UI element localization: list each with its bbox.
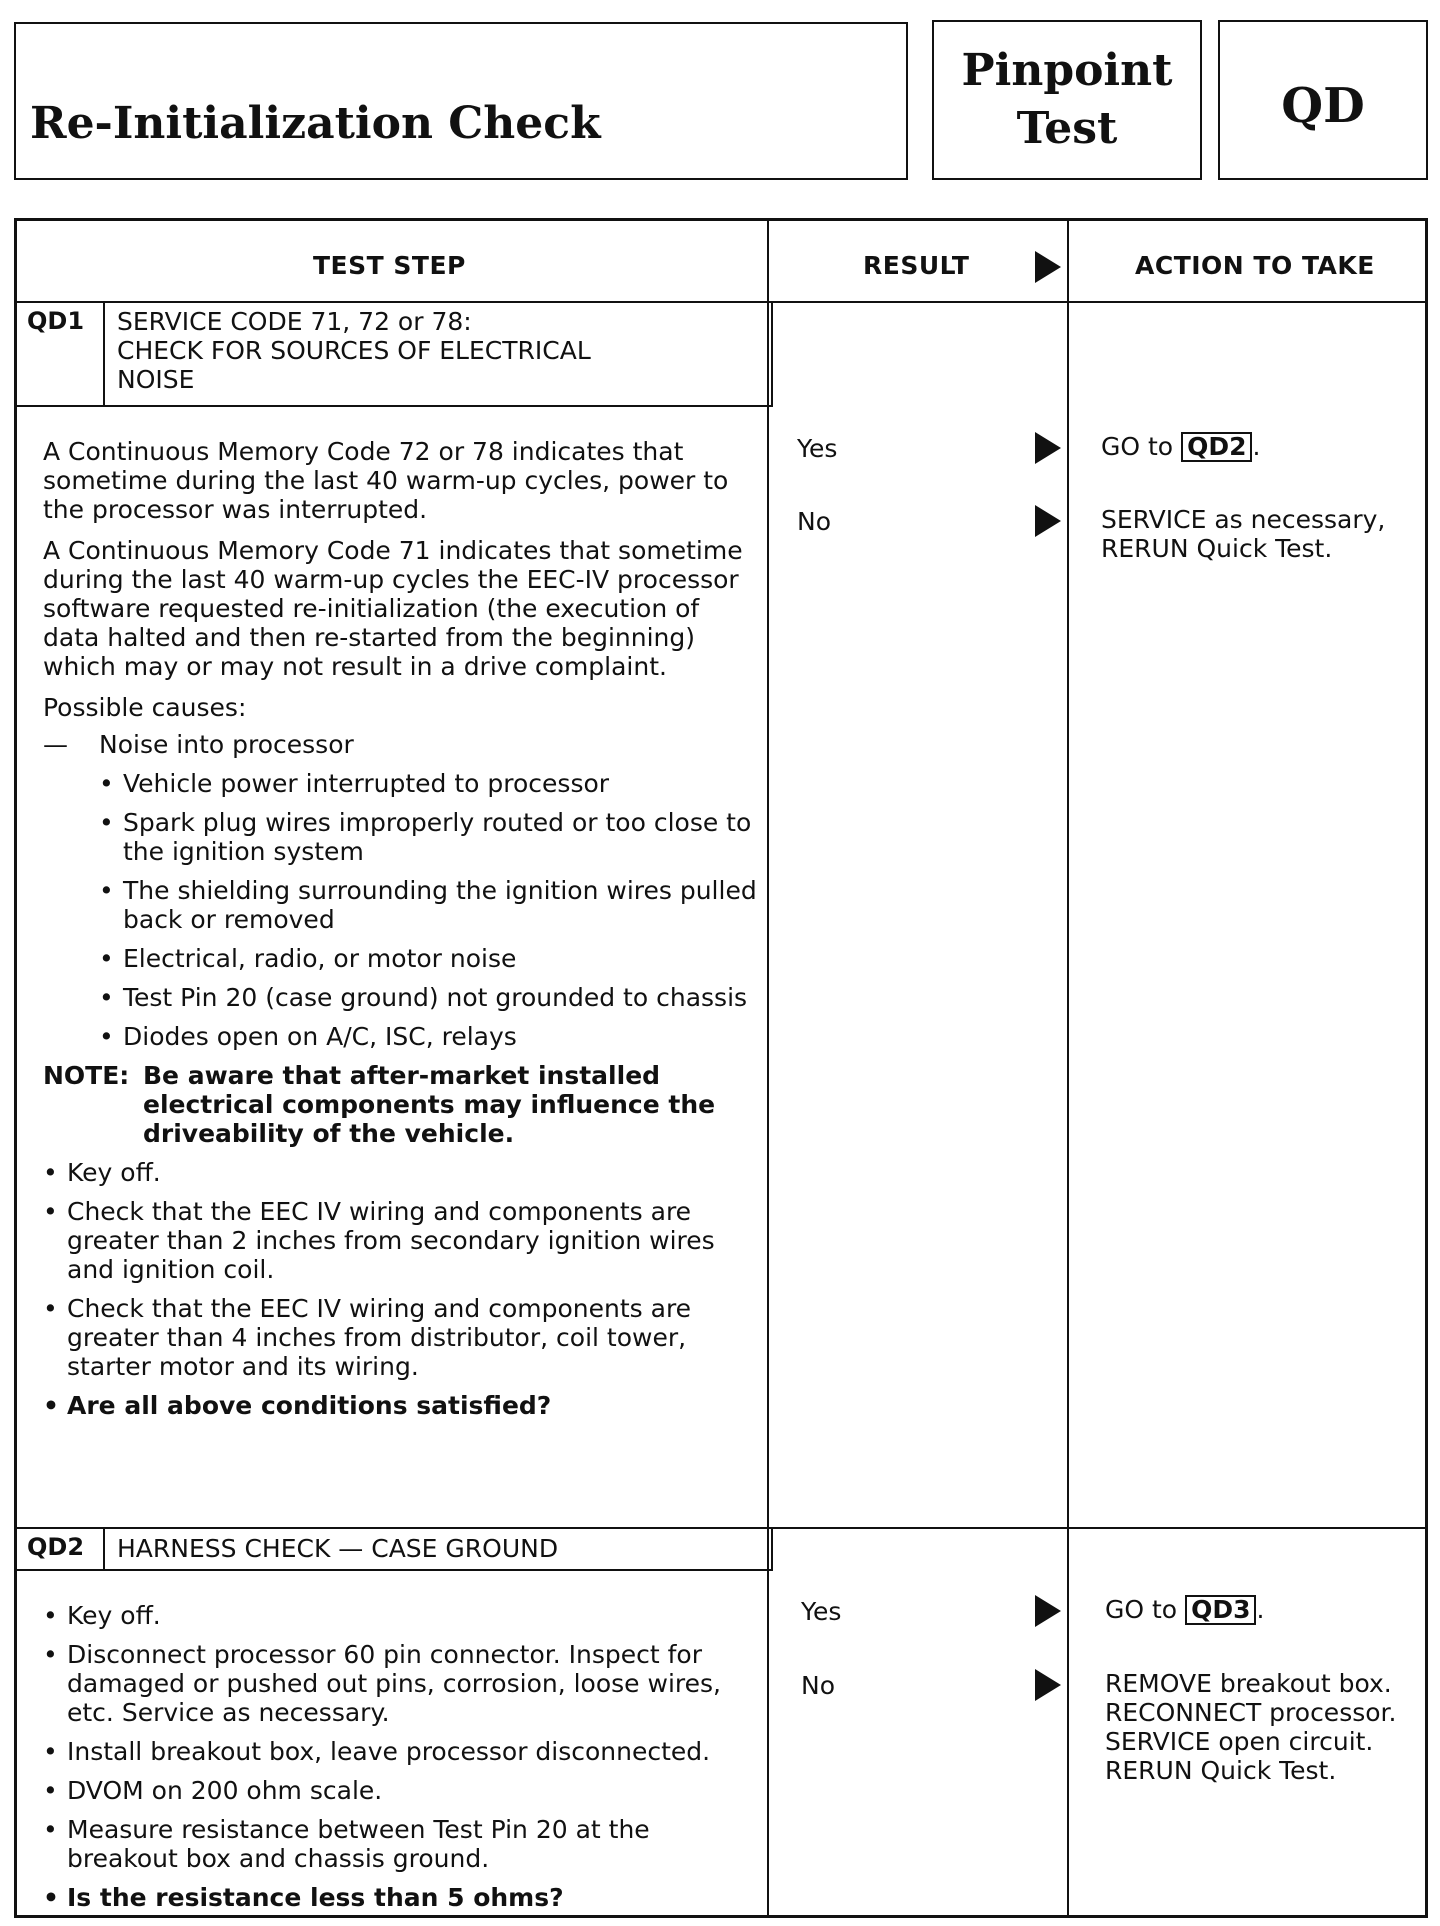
bullet-icon: •	[43, 1737, 58, 1766]
list-item: • Key off.	[43, 1601, 161, 1630]
result-arrow-icon	[1035, 432, 1061, 464]
qd2-title: HARNESS CHECK — CASE GROUND	[117, 1534, 559, 1563]
column-divider-2	[1067, 221, 1069, 1915]
bullet-icon: •	[43, 1197, 58, 1226]
bullet-icon: •	[43, 1294, 58, 1323]
result-arrow-icon	[1035, 1595, 1061, 1627]
bullet-icon: •	[43, 1815, 58, 1844]
list-item: • Check that the EEC IV wiring and components are greater than 2 inches from secondary ignition wires and ignition coil.	[43, 1197, 715, 1284]
qd1-possible-causes: Possible causes:	[43, 693, 247, 722]
qd1-step-id: QD1	[17, 301, 105, 405]
qd1-note: NOTE: Be aware that after-market installed electrical components may influence the driveability of the vehicle.	[43, 1061, 716, 1148]
list-item: • Test Pin 20 (case ground) not grounded to chassis	[99, 983, 748, 1012]
qd1-question: • Are all above conditions satisfied?	[43, 1391, 552, 1420]
qd2-step-id: QD2	[17, 1527, 105, 1569]
test-table	[14, 218, 1428, 1918]
bullet-icon: •	[99, 769, 114, 798]
test-code: QD	[1281, 78, 1365, 134]
qd1-result-yes: Yes	[797, 434, 838, 463]
column-divider-1	[767, 221, 769, 1915]
list-item: • The shielding surrounding the ignition wires pulled back or removed	[99, 876, 757, 934]
qd2-action-yes: GO to QD3 .	[1105, 1595, 1265, 1624]
list-item: • Check that the EEC IV wiring and components are greater than 4 inches from distributor, coil tower, starter motor and its wiring.	[43, 1294, 692, 1381]
list-item: • Diodes open on A/C, ISC, relays	[99, 1022, 517, 1051]
list-item: • Key off.	[43, 1158, 161, 1187]
result-arrow-icon	[1035, 1669, 1061, 1701]
qd1-result-no: No	[797, 507, 831, 536]
list-item: • Disconnect processor 60 pin connector. Inspect for damaged or pushed out pins, corrosion, loose wires, etc. Service as necessary.	[43, 1640, 721, 1727]
qd2-step-reference: QD2	[1181, 432, 1252, 462]
qd1-paragraph: A Continuous Memory Code 72 or 78 indicates that sometime during the last 40 warm-up cycles, power to the processor was interrupted.	[43, 437, 729, 524]
bullet-icon: •	[43, 1391, 59, 1420]
test-code-box	[1218, 20, 1428, 180]
qd1-paragraph: A Continuous Memory Code 71 indicates that sometime during the last 40 warm-up cycles the EEC-IV processor software requested re-initialization (the execution of data halted and then re-started from the beginning) which may or may not result in a drive complaint.	[43, 536, 743, 681]
qd2-header	[17, 1527, 773, 1571]
bullet-icon: •	[99, 983, 114, 1012]
qd2-result-no: No	[801, 1671, 835, 1700]
bullet-icon: •	[43, 1601, 58, 1630]
pinpoint-test-box	[932, 20, 1202, 180]
bullet-icon: •	[43, 1883, 59, 1912]
list-item: • Electrical, radio, or motor noise	[99, 944, 517, 973]
bullet-icon: •	[43, 1776, 58, 1805]
qd1-cause-group: — Noise into processor	[43, 730, 354, 759]
list-item: • Install breakout box, leave processor disconnected.	[43, 1737, 711, 1766]
list-item: • Vehicle power interrupted to processor	[99, 769, 610, 798]
qd1-action-no: SERVICE as necessary, RERUN Quick Test.	[1101, 505, 1386, 563]
bullet-icon: •	[99, 808, 114, 837]
qd2-body	[43, 1601, 763, 1922]
qd1-action-yes: GO to QD2 .	[1101, 432, 1261, 461]
bullet-icon: •	[99, 1022, 114, 1051]
qd2-action-no: REMOVE breakout box. RECONNECT processor. SERVICE open circuit. RERUN Quick Test.	[1105, 1669, 1397, 1785]
list-item: • Spark plug wires improperly routed or too close to the ignition system	[99, 808, 752, 866]
qd2-result-yes: Yes	[801, 1597, 842, 1626]
qd2-question: • Is the resistance less than 5 ohms?	[43, 1883, 564, 1912]
bullet-icon: •	[43, 1640, 58, 1669]
list-item: • Measure resistance between Test Pin 20 at the breakout box and chassis ground.	[43, 1815, 650, 1873]
column-header-action: ACTION TO TAKE	[1135, 251, 1375, 280]
result-arrow-icon	[1035, 505, 1061, 537]
bullet-icon: •	[99, 876, 114, 905]
column-header-result: RESULT	[863, 251, 970, 280]
result-arrow-icon	[1035, 251, 1061, 283]
pinpoint-test-label: Pinpoint Test	[961, 45, 1173, 154]
bullet-icon: •	[99, 944, 114, 973]
title-box	[14, 22, 908, 180]
dash-icon: —	[43, 730, 68, 759]
qd1-header	[17, 301, 773, 407]
qd3-step-reference: QD3	[1185, 1595, 1256, 1625]
list-item: • DVOM on 200 ohm scale.	[43, 1776, 383, 1805]
qd1-title: SERVICE CODE 71, 72 or 78: CHECK FOR SOURCES OF ELECTRICAL NOISE	[117, 307, 591, 394]
bullet-icon: •	[43, 1158, 58, 1187]
column-header-test-step: TEST STEP	[313, 251, 466, 280]
qd1-body	[43, 437, 763, 1430]
page-title: Re-Initialization Check	[30, 98, 601, 149]
